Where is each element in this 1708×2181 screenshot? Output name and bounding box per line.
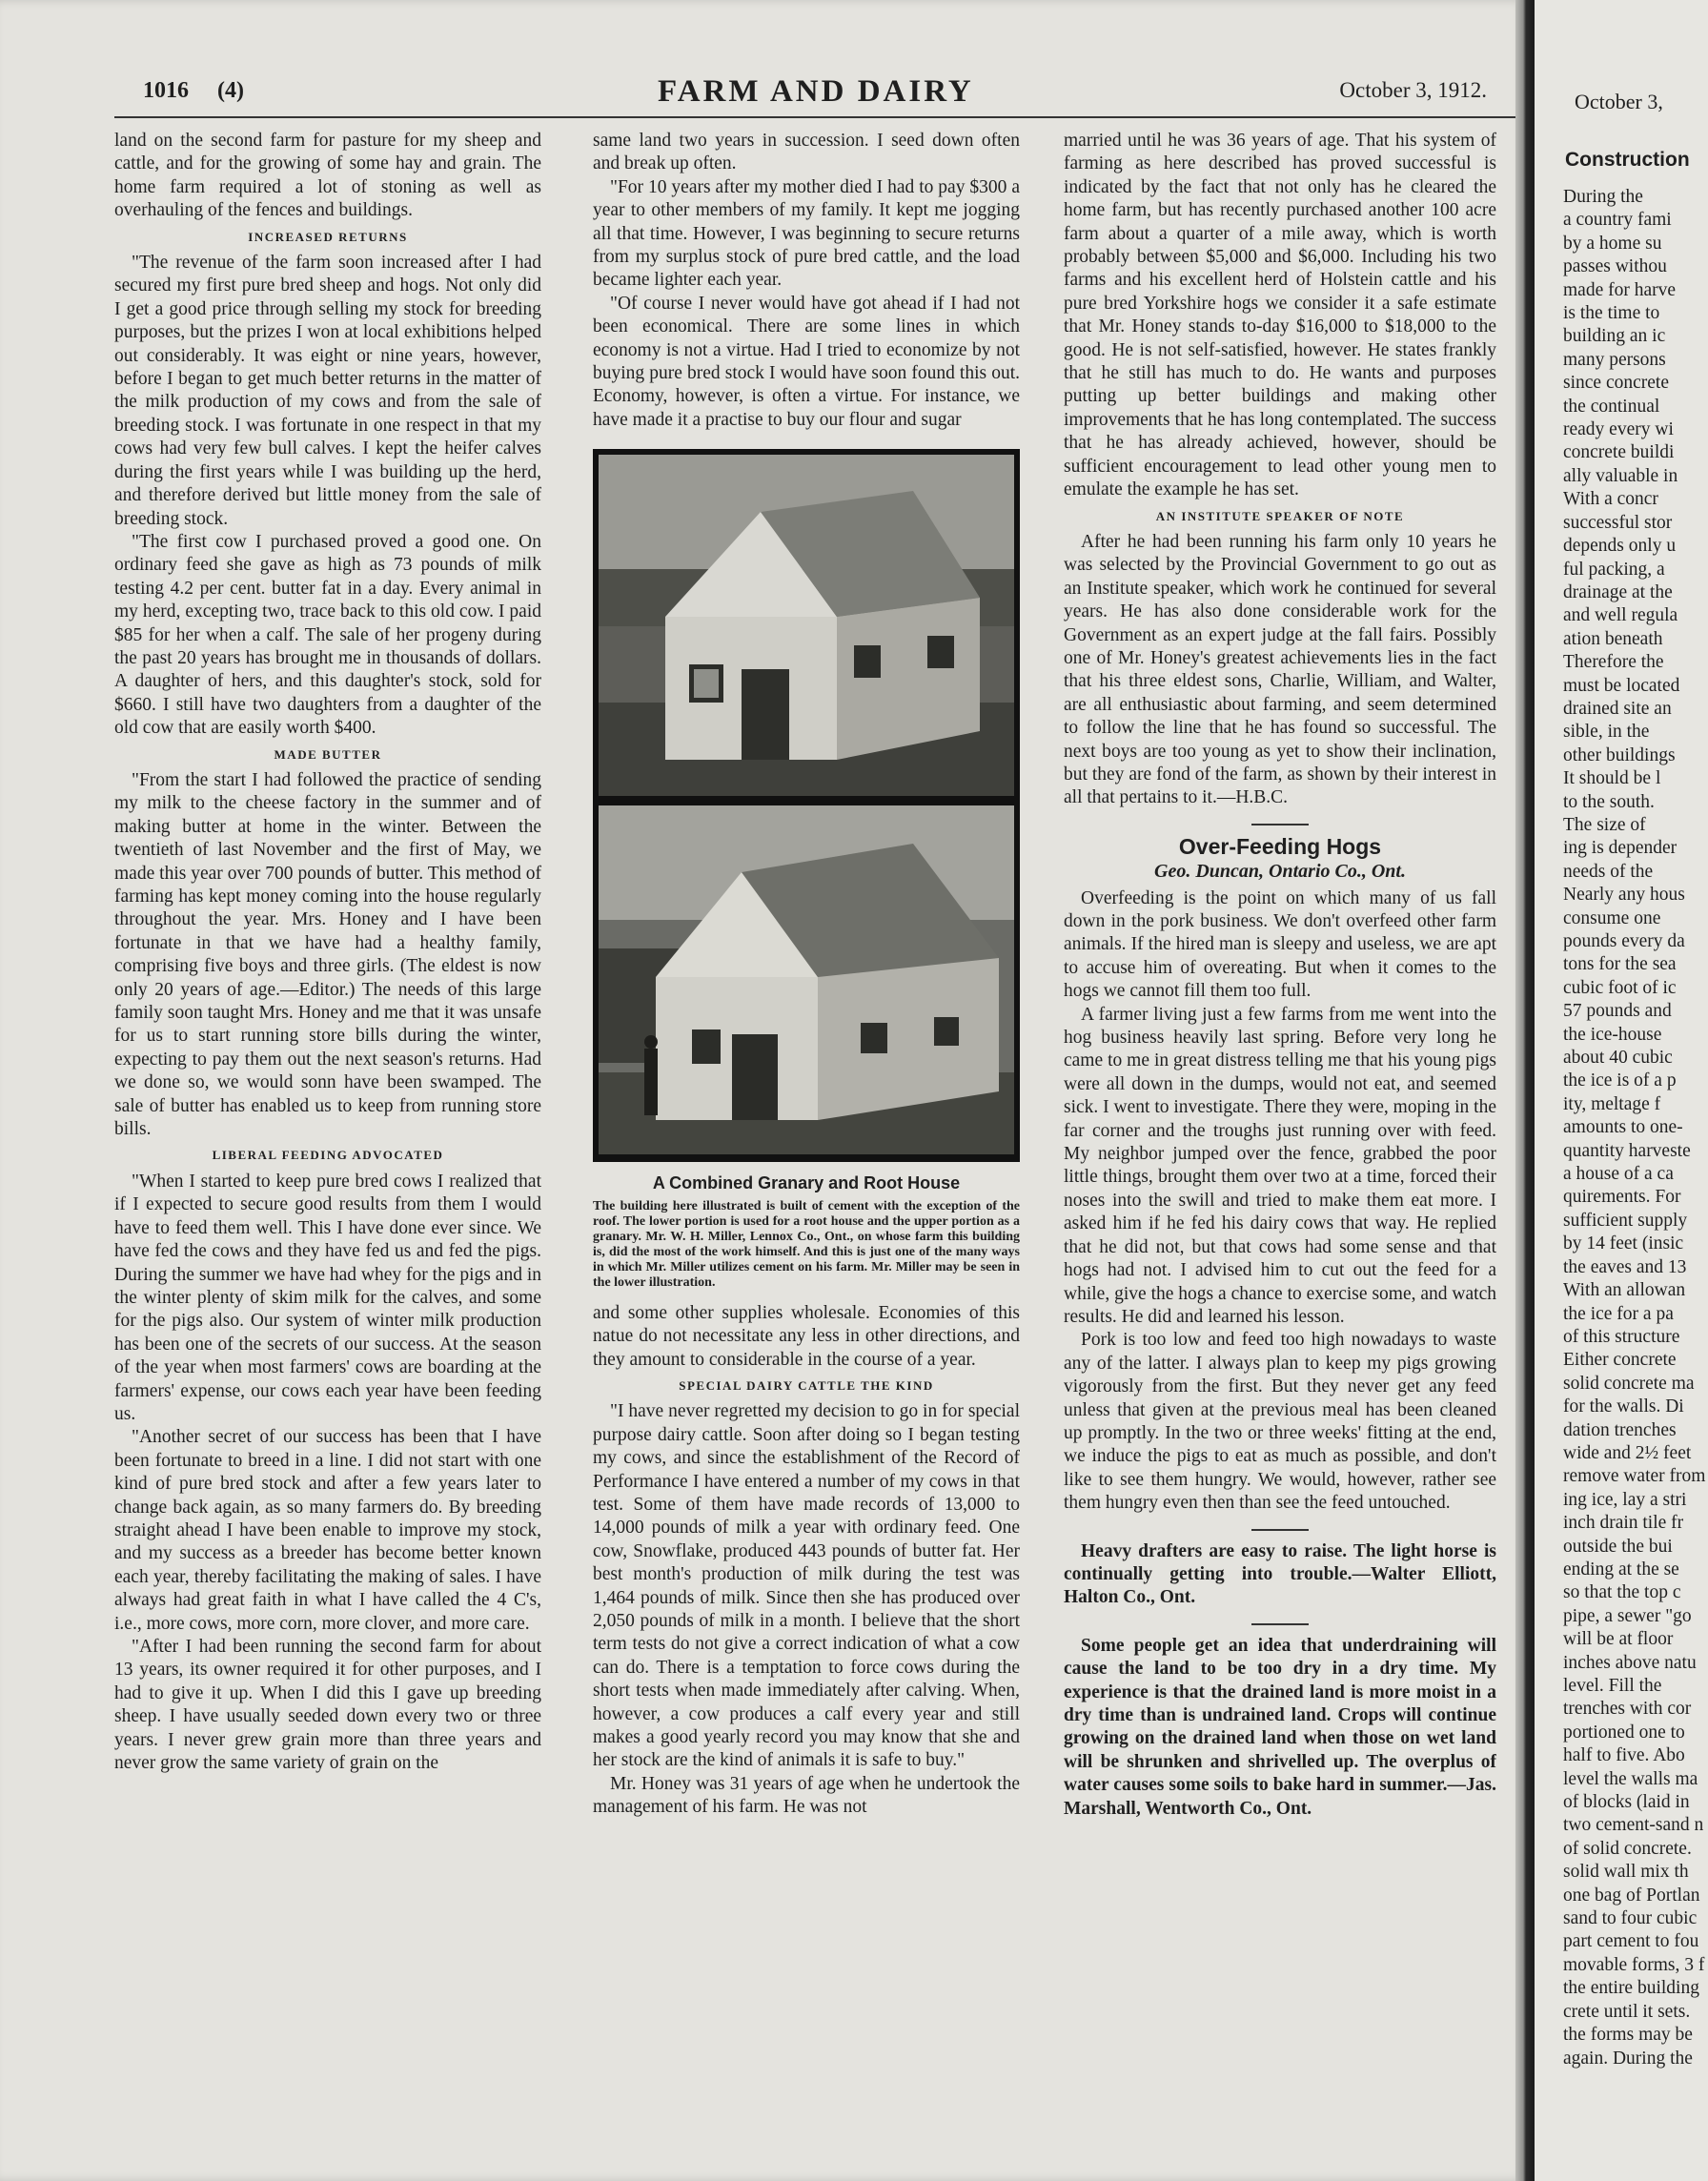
next-page-line: cubic foot of ic <box>1563 977 1677 998</box>
next-page-line: ending at the se <box>1563 1559 1679 1580</box>
next-page-line: crete until it sets. <box>1563 2001 1691 2022</box>
next-page-line: The size of <box>1563 814 1646 835</box>
paragraph: "When I started to keep pure bred cows I realized that if I expected to secure good results from them I would have to feed them well. This I have done ever since. We have fed the cows and they have fed us and fed the pigs. During the summer we have had whey for the pigs and in the winter plenty of skim milk for the calves, and some for the pigs also. Our system of winter milk production has been one of the secrets of our success. At the season of the year when most farmers' cows are boarding at the farmers' expense, our cows each year have been feeding us. <box>114 1171 541 1424</box>
next-page-line: With a concr <box>1563 489 1658 510</box>
next-page-line: Therefore the <box>1563 652 1664 673</box>
next-page-line: the ice-house <box>1563 1024 1662 1045</box>
header-rule <box>114 116 1515 118</box>
next-page-line: and well regula <box>1563 605 1678 626</box>
paragraph: "For 10 years after my mother died I had to pay $300 a year to other members of my family. It kept me jogging all that time. However, I was beginning to secure returns from my surplus stock of pure bred cattle, and the load became lighter each year. <box>593 176 1020 291</box>
next-page-line: wide and 2½ feet <box>1563 1442 1692 1463</box>
next-page-line: the ice for a pa <box>1563 1303 1674 1324</box>
next-page-line: amounts to one- <box>1563 1117 1683 1138</box>
next-page-line: the continual <box>1563 396 1660 417</box>
paragraph: land on the second farm for pasture for my sheep and cattle, and for the growing of some hay and grain. The home farm required a lot of stoning as well as overhauling of the fences and buildings. <box>114 131 541 221</box>
subheading: MADE BUTTER <box>274 746 382 762</box>
subheading: LIBERAL FEEDING ADVOCATED <box>212 1148 444 1163</box>
next-page-line: level. Fill the <box>1563 1676 1662 1696</box>
next-page-line: needs of the <box>1563 861 1654 882</box>
figure-caption-body: The building here illustrated is built of cement with the exception of the roof. The lower portion is used for a root house and the upper portion as a granary. Mr. W. H. Miller, Lennox Co., Ont., on whose farm this building is, did the most of the work himself. And this is just one of the many ways in which Mr. Miller utilizes cement on his farm. Mr. Miller may be seen in the lower illustration. <box>593 1198 1020 1290</box>
column-1 <box>114 130 541 2160</box>
next-page-line: Nearly any hous <box>1563 885 1685 906</box>
paragraph: Overfeeding is the point on which many of us fall down in the pork business. We don't overfeed other farm animals. If the hired man is sleepy and useless, we are apt to accuse him of overeating. But when it comes to the hogs we cannot fill them too full. <box>1064 887 1496 1002</box>
next-page-line: With an allowan <box>1563 1280 1686 1301</box>
lower-building-photo <box>599 805 1014 1154</box>
next-page-line: sufficient supply <box>1563 1210 1688 1231</box>
paragraph: "I have never regretted my decision to go in for special purpose dairy cattle. Soon after doing so I began testing my cows, and since the establishment of the Record of Performance I have entered a number of my cows in that test. Some of them have made records of 13,000 to 14,000 pounds of milk a year with ordinary feed. One cow, Snowflake, produced 443 pounds of butter fat. Her best month's production of milk during the test was 1,464 pounds of milk. Since then she has produced over 2,050 pounds of milk in a month. I believe that the short term tests do not give a correct indication of what a cow can do. There is a temptation to force cows during the short tests when made immediately after calving. When, however, a cow produces a calf every year and still makes a good yearly record you may know that she and her stock are the kind of animals it is safe to buy." <box>593 1401 1020 1771</box>
paragraph: Some people get an idea that underdraining will cause the land to be too dry in a dry time. My experience is that the drained land is more moist in a dry time than is undrained land. Crops will continue growing on the drained land when those on wet land will be shrunken and shrivelled up. The overplus of water causes some soils to bake hard in summer.—Jas. Marshall, Wentworth Co., Ont. <box>1064 1635 1496 1819</box>
next-page-line: of this structure <box>1563 1326 1680 1347</box>
next-page-line: It should be l <box>1563 768 1661 789</box>
article-divider <box>1251 824 1309 826</box>
paragraph: "Of course I never would have got ahead if I had not been economical. There are some lines in which economy is not a virtue. Had I tried to economize by not buying pure bred stock I would have soon found this out. Economy, however, is often a virtue. For instance, we have made it a practise to buy our flour and sugar <box>593 293 1020 430</box>
next-page-line: the forms may be <box>1563 2025 1693 2046</box>
subheading: AN INSTITUTE SPEAKER OF NOTE <box>1155 508 1405 523</box>
next-page-line: solid wall mix th <box>1563 1862 1689 1883</box>
article-byline: Geo. Duncan, Ontario Co., Ont. <box>1154 861 1406 883</box>
next-page-line: by a home su <box>1563 233 1662 254</box>
next-page-line: many persons <box>1563 349 1666 370</box>
next-page-line: pipe, a sewer "go <box>1563 1605 1692 1626</box>
next-page-line: pounds every da <box>1563 931 1685 951</box>
next-page-line: so that the top c <box>1563 1582 1681 1603</box>
masthead-title: FARM AND DAIRY <box>658 74 974 109</box>
binding-gutter <box>1515 0 1535 2181</box>
next-page-line: level the walls ma <box>1563 1768 1698 1789</box>
next-page-line: ing ice, lay a stri <box>1563 1489 1687 1510</box>
next-page-line: inches above natu <box>1563 1652 1697 1673</box>
next-page-line: to the south. <box>1563 791 1655 812</box>
next-page-line: ready every wi <box>1563 419 1674 440</box>
next-page-line: movable forms, 3 f <box>1563 1954 1705 1975</box>
next-page-line: one bag of Portlan <box>1563 1885 1700 1906</box>
next-page-line: concrete buildi <box>1563 442 1675 463</box>
next-page-line: depends only u <box>1563 536 1677 557</box>
paragraph: same land two years in succession. I seed down often and break up often. <box>593 131 1020 174</box>
subheading: INCREASED RETURNS <box>248 229 408 244</box>
next-page-line: During the <box>1563 187 1643 207</box>
next-page-line: quirements. For <box>1563 1187 1681 1208</box>
granary-photo-figure <box>593 449 1020 1162</box>
paragraph: "The first cow I purchased proved a good one. On ordinary feed she gave as high as 73 pounds of milk testing 4.2 per cent. butter fat in a day. Every animal in my herd, excepting two, trace back to this old cow. I paid $85 for her when a calf. The sale of her progeny during the past 20 years has brought me in thousands of dollars. A daughter of hers, and this daughter's stock, sold for $660. I still have two daughters from a daughter of the old cow that are easily worth $400. <box>114 531 541 739</box>
paragraph: Heavy drafters are easy to raise. The light horse is continually getting into trouble.—Walter Elliott, Halton Co., Ont. <box>1064 1540 1496 1608</box>
next-page-line: passes withou <box>1563 256 1667 277</box>
column-2 <box>593 130 1020 2160</box>
column-3 <box>1064 130 1496 2160</box>
next-page-line: consume one <box>1563 907 1661 928</box>
next-page-line: dation trenches <box>1563 1419 1677 1440</box>
next-page-line: other buildings <box>1563 744 1676 765</box>
next-page-line: trenches with cor <box>1563 1699 1692 1720</box>
upper-building-photo <box>599 455 1014 796</box>
next-page-line: ation beneath <box>1563 628 1663 649</box>
article-divider <box>1251 1529 1309 1531</box>
paragraph: "Another secret of our success has been that I have been fortunate to breed in a line. I did not start with one kind of pure bred stock and after a few years later to change back again, as so many farmers do. By breeding straight ahead I have been enable to improve my stock, and my success as a breeder has become better known each year, thereby facilitating the making of sales. I have always had great faith in what I have called the 4 C's, i.e., more cows, more corn, more clover, and more care. <box>114 1427 541 1634</box>
next-page-line: of solid concrete. <box>1563 1838 1692 1859</box>
next-page-line: drainage at the <box>1563 581 1673 602</box>
next-page-line: made for harve <box>1563 279 1677 300</box>
next-page-line: quantity harveste <box>1563 1140 1691 1161</box>
next-page-line: drained site an <box>1563 698 1672 719</box>
next-page-line: building an ic <box>1563 326 1666 347</box>
figure-caption-title: A Combined Granary and Root House <box>652 1173 961 1193</box>
next-page-line: a house of a ca <box>1563 1164 1674 1185</box>
next-page-line: ity, meltage f <box>1563 1093 1661 1114</box>
next-page-line: for the walls. Di <box>1563 1396 1684 1417</box>
page-header <box>124 74 1487 112</box>
next-page-line: the ice is of a p <box>1563 1070 1677 1091</box>
paragraph: "The revenue of the farm soon increased after I had secured my first pure bred sheep and hogs. Not only did I get a good price through selling my stock for breeding purposes, but the prizes I won at local exhibitions helped out considerably. It was eight or nine years, however, before I began to get much better returns in the matter of the milk production of my cows and from the sale of breeding stock. I was fortunate in one respect in that my cows had very few bull calves. I kept the heifer calves during the first years while I was building up the herd, and therefore derived but little money from the sale of breeding stock. <box>114 253 541 529</box>
next-page-line: ally valuable in <box>1563 465 1678 486</box>
subheading: SPECIAL DAIRY CATTLE THE KIND <box>679 1377 934 1393</box>
next-page-line: a country fami <box>1563 210 1672 231</box>
next-page-line: since concrete <box>1563 373 1669 394</box>
paragraph: "After I had been running the second farm for about 13 years, its owner required it for other purposes, and I had to give it up. When I did this I gave up breeding sheep. I have usually seeded down every two or three years. I never grew grain more than three years and never grow the same variety of grain on the <box>114 1637 541 1774</box>
issue-date: October 3, 1912. <box>1339 78 1487 102</box>
next-page-line: sand to four cubic <box>1563 1908 1698 1929</box>
paragraph: "From the start I had followed the practice of sending my milk to the cheese factory in the summer and of making butter at home in the winter. Between the twentieth of last November and the first of May, we made this year over 700 pounds of butter. This method of farming has kept money coming into the house regularly throughout the year. Mrs. Honey and I have been fortunate in that we have had a healthy family, comprising five boys and three girls. (The eldest is now only 20 years of age.—Editor.) The needs of this large family soon taught Mrs. Honey and me that it was unsafe for us to start running store bills during the winter, expecting to pay them out the next season's returns. Had we done so, we would sonn have been swamped. The sale of butter has enabled us to keep from running store bills. <box>114 769 541 1140</box>
next-page-line: portioned one to <box>1563 1722 1685 1743</box>
next-page-line: 57 pounds and <box>1563 1001 1672 1022</box>
article-divider <box>1251 1623 1309 1625</box>
next-page-line: must be located <box>1563 675 1680 696</box>
next-page-line: will be at floor <box>1563 1629 1674 1650</box>
page-number: 1016 (4) <box>143 78 244 103</box>
next-page-line: again. During the <box>1563 2048 1693 2069</box>
next-page-line: outside the bui <box>1563 1536 1673 1557</box>
next-page-line: inch drain tile fr <box>1563 1513 1684 1534</box>
paragraph: Pork is too low and feed too high nowadays to waste any of the latter. I always plan to keep my pigs growing vigorously from the first. But they never get any feed unless that given at the previous meal has been cleaned up promptly. In the two or three weeks' fitting at the end, we induce the pigs to eat as much as possible, and don't like to see them hungry. We would, however, rather see them hungry even then than see the feed untouched. <box>1064 1330 1496 1514</box>
paragraph: and some other supplies wholesale. Economies of this natue do not necessitate any less in other directions, and they amount to considerable in the course of a year. <box>593 1302 1020 1370</box>
paragraph: married until he was 36 years of age. That his system of farming as here described has proved successful is indicated by the fact that not only has he cleared the home farm, but has recently purchased another 100 acre farm about a quarter of a mile away, which is worth probably between $5,000 and $6,000. Including his two farms and his excellent herd of Holstein cattle and his pure bred Yorkshire hogs we consider it a safe estimate that Mr. Honey stands to-day $16,000 to $18,000 to the good. He is not self-satisfied, however. He states frankly that he still has much to do. He wants and purposes putting up better buildings and making other improvements that he has long contemplated. The success that he has already achieved, however, should be sufficient encouragement to lead other young men to emulate the example he has set. <box>1064 131 1496 500</box>
next-page-line: solid concrete ma <box>1563 1373 1695 1394</box>
next-page-line: successful stor <box>1563 512 1673 533</box>
next-page-line: remove water from <box>1563 1466 1706 1487</box>
next-page-line: of blocks (laid in <box>1563 1792 1690 1813</box>
next-page-line: two cement-sand n <box>1563 1815 1704 1836</box>
paragraph: After he had been running his farm only 10 years he was selected by the Provincial Government to go out as an Institute speaker, which work he continued for several years. He has also done considerable work for the Government as an expert judge at the fall fairs. Possibly one of Mr. Honey's greatest achievements lies in the fact that his three eldest sons, Charlie, William, and Walter, are all enthusiastic about farming, and seem determined to follow the line that he has found so successful. The next boys are too young as yet to show their inclination, but they are fond of the farm, as shown by their interest in all that pertains to it.—H.B.C. <box>1064 531 1496 808</box>
next-page-line: ing is depender <box>1563 838 1678 859</box>
next-page-date: October 3, <box>1575 90 1663 113</box>
next-page-line: part cement to fou <box>1563 1931 1699 1952</box>
next-page-line: tons for the sea <box>1563 954 1677 975</box>
article-title: Over-Feeding Hogs <box>1178 833 1382 859</box>
next-page-line: is the time to <box>1563 303 1660 324</box>
next-page-edge <box>1535 0 1708 2181</box>
next-page-line: Either concrete <box>1563 1350 1677 1371</box>
next-page-line: ful packing, a <box>1563 559 1665 580</box>
next-page-line: the eaves and 13 <box>1563 1256 1687 1277</box>
paragraph: A farmer living just a few farms from me went into the hog business heavily last spring. Before very long he came to me in great distress telling me that his young pigs were all down in the dumps, would not eat, and seemed sick. I went to investigate. There they were, moping in the far corner and the troughs just running over with feed. My neighbor jumped over the fence, grabbed the poor little things, brought them over two at a time, forced their noses into the swill and tried to make them eat more. I asked him if he fed his dairy cows that way. He replied that he did not, but that cows had some sense and that hogs had not. I advised him to cut out the feed for a while, give the hogs a chance to exercise some, and watch results. He did and learned his lesson. <box>1064 1004 1496 1327</box>
next-page-line: the entire building <box>1563 1978 1699 1999</box>
next-page-heading: Construction <box>1565 149 1690 171</box>
next-page-line: half to five. Abo <box>1563 1745 1685 1766</box>
next-page-line: about 40 cubic <box>1563 1048 1673 1069</box>
next-page-column <box>1563 186 1708 2070</box>
paragraph: Mr. Honey was 31 years of age when he undertook the management of his farm. He was not <box>593 1773 1020 1818</box>
next-page-line: sible, in the <box>1563 722 1650 743</box>
next-page-line: by 14 feet (insic <box>1563 1233 1684 1254</box>
